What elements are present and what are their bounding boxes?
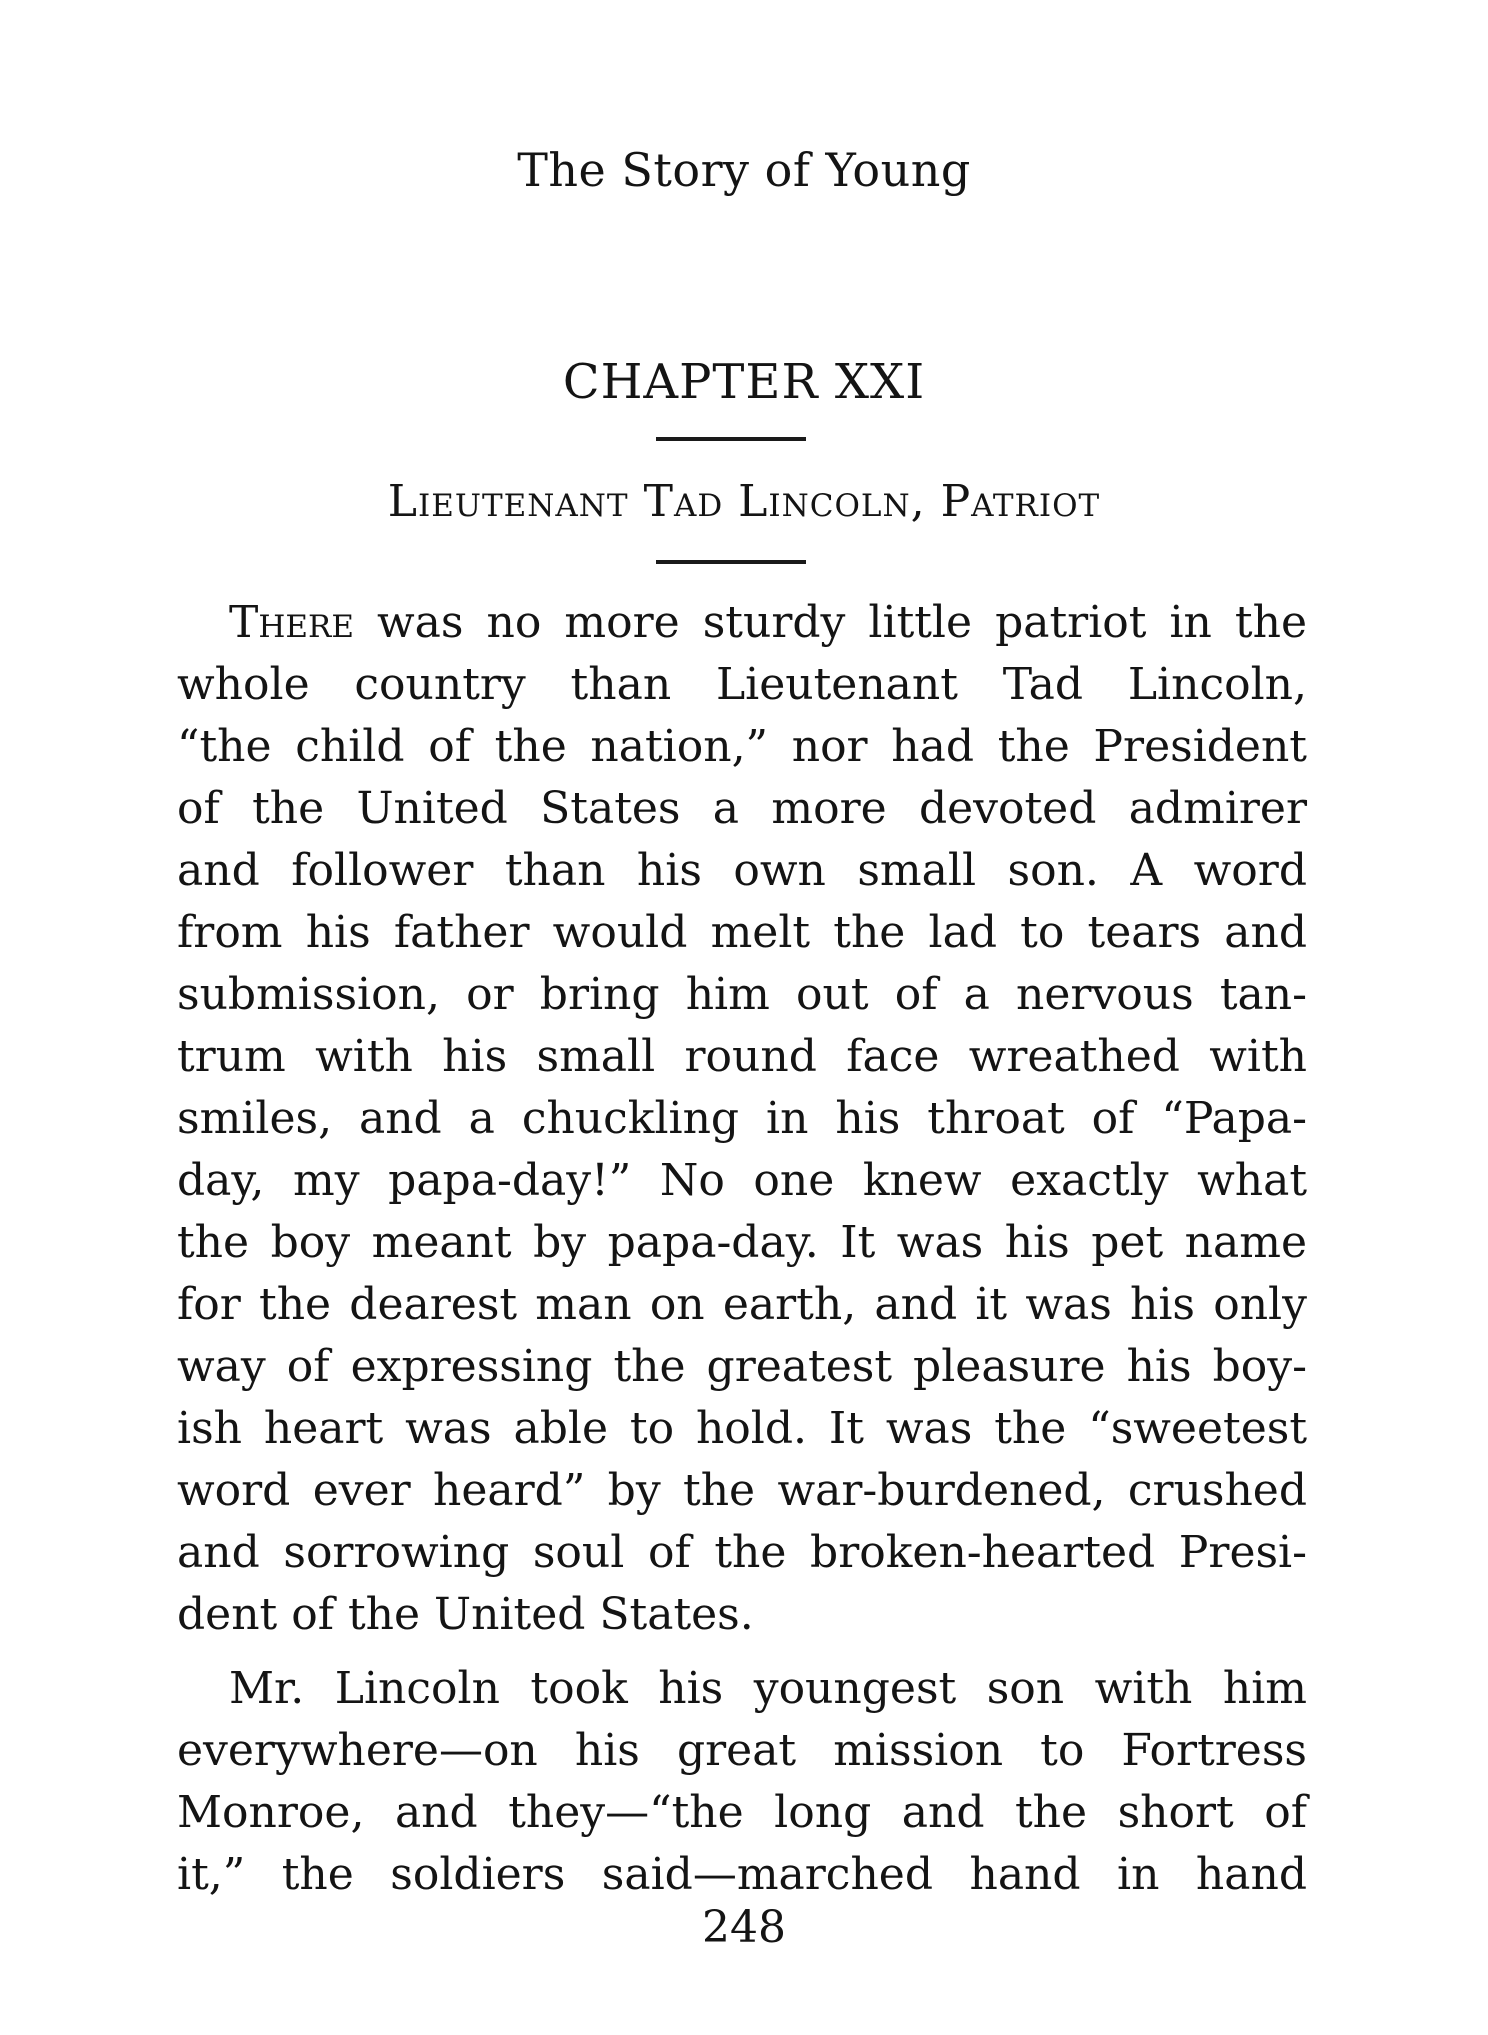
paragraph-1-line-15: word ever heard” by the war-burdened, crushed [177, 1465, 1307, 1516]
chapter-number: CHAPTER XXI [562, 354, 926, 410]
chapter-title: Lieutenant Tad Lincoln, Patriot [387, 476, 1101, 527]
paragraph-1-line-1 [177, 592, 1307, 654]
paragraph-2-line-1: Mr. Lincoln took his youngest son with him [229, 1663, 1307, 1714]
page-number: 248 [702, 1902, 786, 1953]
paragraph-1-line-4: of the United States a more devoted admirer [177, 783, 1307, 834]
paragraph-1-line-16: and sorrowing soul of the broken-hearted Presi- [177, 1527, 1307, 1578]
paragraph-1-line-13: way of expressing the greatest pleasure his boy- [177, 1341, 1307, 1392]
paragraph-1-line-8: trum with his small round face wreathed with [177, 1031, 1307, 1082]
paragraph-1-line-7: submission, or bring him out of a nervous tan- [177, 969, 1307, 1020]
paragraph-1-line-5: and follower than his own small son. A word [177, 845, 1307, 896]
body-text [177, 592, 1307, 1906]
paragraph-1-line-11: the boy meant by papa-day. It was his pet name [177, 1217, 1307, 1268]
paragraph-2-line-3: Monroe, and they—“the long and the short of [177, 1787, 1307, 1838]
paragraph-1-line-9: smiles, and a chuckling in his throat of “Papa- [177, 1093, 1307, 1144]
paragraph-1-line-3: “the child of the nation,” nor had the President [177, 721, 1307, 772]
paragraph-1-line-14: ish heart was able to hold. It was the “sweetest [177, 1403, 1307, 1454]
paragraph-2-line-4: it,” the soldiers said—marched hand in hand [177, 1849, 1307, 1900]
lead-word: There [229, 597, 354, 648]
paragraph-1-line-17: dent of the United States. [177, 1589, 754, 1640]
paragraph-gap [177, 1646, 1307, 1658]
paragraph-1-line-6: from his father would melt the lad to tears and [177, 907, 1307, 958]
text-line: was no more sturdy little patriot in the [353, 597, 1307, 648]
paragraph-1-line-2: whole country than Lieutenant Tad Lincoln, [177, 659, 1307, 710]
paragraph-1-line-10: day, my papa-day!” No one knew exactly what [177, 1155, 1307, 1206]
chapter-divider-bottom [656, 560, 806, 564]
paragraph-2-line-2: everywhere—on his great mission to Fortress [177, 1725, 1307, 1776]
chapter-divider-top [656, 437, 806, 441]
paragraph-1-line-12: for the dearest man on earth, and it was his only [177, 1279, 1307, 1330]
running-head: The Story of Young [517, 143, 971, 197]
